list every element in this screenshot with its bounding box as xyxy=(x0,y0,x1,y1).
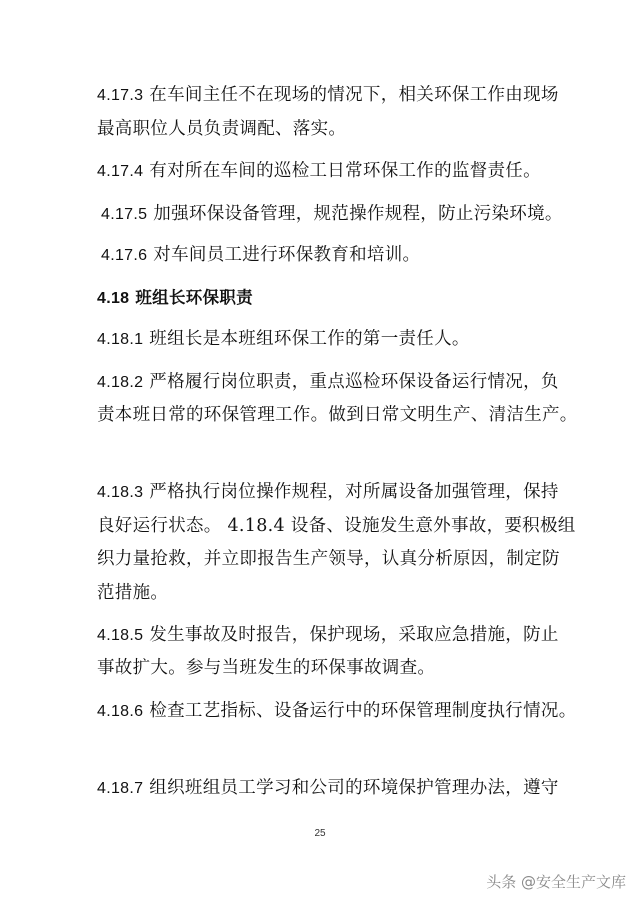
clause-text: 严格履行岗位职责，重点巡检环保设备运行情况，负 xyxy=(149,372,559,392)
clause-text: 在车间主任不在现场的情况下，相关环保工作由现场 xyxy=(149,85,559,105)
clause-text: 检查工艺指标、设备运行中的环保管理制度执行情况。 xyxy=(149,701,577,721)
clause-number: 4.17.3 xyxy=(97,87,144,104)
watermark: 头条 @安全生产文库 xyxy=(486,873,626,891)
clause-text: 对车间员工进行环保教育和培训。 xyxy=(153,245,421,265)
clause-number: 4.18.6 xyxy=(97,703,144,720)
section-number: 4.18 xyxy=(97,290,130,307)
clause-text: 组织班组员工学习和公司的环境保护管理办法，遵守 xyxy=(149,778,559,798)
clause-number: 4.18.1 xyxy=(97,331,144,348)
clause-number: 4.18.5 xyxy=(97,627,144,644)
clause-text: 有对所在车间的巡检工日常环保工作的监督责任。 xyxy=(149,161,541,181)
clause-text: 发生事故及时报告，保护现场，采取应急措施，防止 xyxy=(149,625,559,645)
clause-text-continued: 良好运行状态。 4.18.4 设备、设施发生意外事故，要积极组 xyxy=(97,516,576,536)
paragraph-4-18-2 xyxy=(97,371,559,394)
paragraph-4-17-6 xyxy=(101,244,420,267)
clause-number: 4.18.3 xyxy=(97,484,144,501)
clause-number: 4.17.4 xyxy=(97,163,144,180)
clause-text: 严格执行岗位操作规程，对所属设备加强管理，保持 xyxy=(149,482,559,502)
paragraph-4-17-5 xyxy=(101,203,563,226)
paragraph-4-18-7 xyxy=(97,777,559,800)
paragraph-4-18-1 xyxy=(97,328,470,351)
clause-number: 4.18.7 xyxy=(97,780,144,797)
paragraph-4-17-4 xyxy=(97,160,541,183)
clause-text-continued: 事故扩大。参与当班发生的环保事故调查。 xyxy=(97,658,436,678)
clause-number: 4.18.2 xyxy=(97,374,144,391)
page-number: 25 xyxy=(314,828,326,839)
clause-text: 加强环保设备管理，规范操作规程，防止污染环境。 xyxy=(153,204,563,224)
paragraph-4-18-5 xyxy=(97,624,559,647)
paragraph-4-18-6 xyxy=(97,700,577,723)
section-title: 班组长环保职责 xyxy=(135,288,253,307)
clause-number: 4.17.5 xyxy=(101,206,148,223)
clause-text-continued: 最高职位人员负责调配、落实。 xyxy=(97,119,347,139)
clause-text: 班组长是本班组环保工作的第一责任人。 xyxy=(149,329,470,349)
clause-text-continued: 范措施。 xyxy=(97,583,169,603)
paragraph-4-18-3 xyxy=(97,481,559,504)
section-heading-4-18 xyxy=(97,287,253,310)
clause-number: 4.17.6 xyxy=(101,247,148,264)
clause-text-continued: 织力量抢救，并立即报告生产领导，认真分析原因，制定防 xyxy=(97,549,560,569)
paragraph-4-17-3 xyxy=(97,84,559,107)
clause-text-continued: 责本班日常的环保管理工作。做到日常文明生产、清洁生产。 xyxy=(97,405,578,425)
